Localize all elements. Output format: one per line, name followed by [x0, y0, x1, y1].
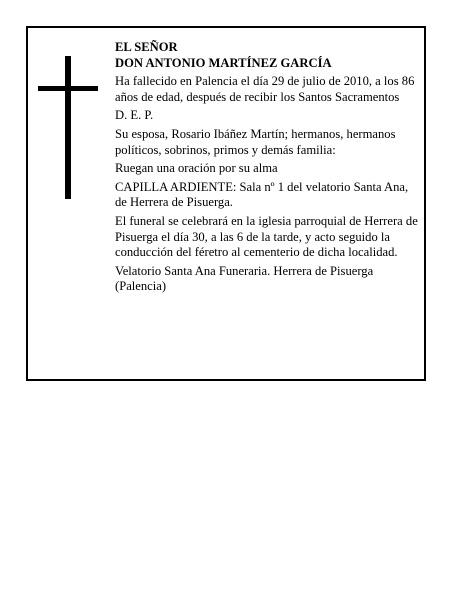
family-mourners: Su esposa, Rosario Ibáñez Martín; hermanos, hermanos políticos, sobrinos, primos y demás familia:: [115, 126, 396, 157]
obituary-heading: EL SEÑOR: [115, 40, 178, 54]
prayer-request: Ruegan una oración por su alma: [115, 161, 278, 176]
cross-horizontal-bar: [38, 86, 98, 91]
funeral-home: Velatorio Santa Ana Funeraria. Herrera de Pisuerga (Palencia): [115, 263, 374, 294]
deceased-name: DON ANTONIO MARTÍNEZ GARCÍA: [115, 55, 332, 70]
obituary-text: [115, 40, 420, 298]
obituary-notice: [26, 26, 426, 381]
funeral-chapel: CAPILLA ARDIENTE: Sala nº 1 del velatorio Santa Ana, de Herrera de Pisuerga.: [115, 179, 409, 210]
cross-vertical-bar: [65, 56, 71, 199]
death-announcement: Ha fallecido en Palencia el día 29 de julio de 2010, a los 86 años de edad, después de recibir los Santos Sacramentos: [115, 74, 415, 104]
cross-icon: [38, 56, 98, 199]
rest-in-peace: D. E. P.: [115, 108, 154, 123]
funeral-service: El funeral se celebrará en la iglesia parroquial de Herrera de Pisuerga el día 30, a las 6 de la tarde, y acto seguido la conducción del féretro al cementerio de dicha localidad.: [115, 213, 418, 260]
